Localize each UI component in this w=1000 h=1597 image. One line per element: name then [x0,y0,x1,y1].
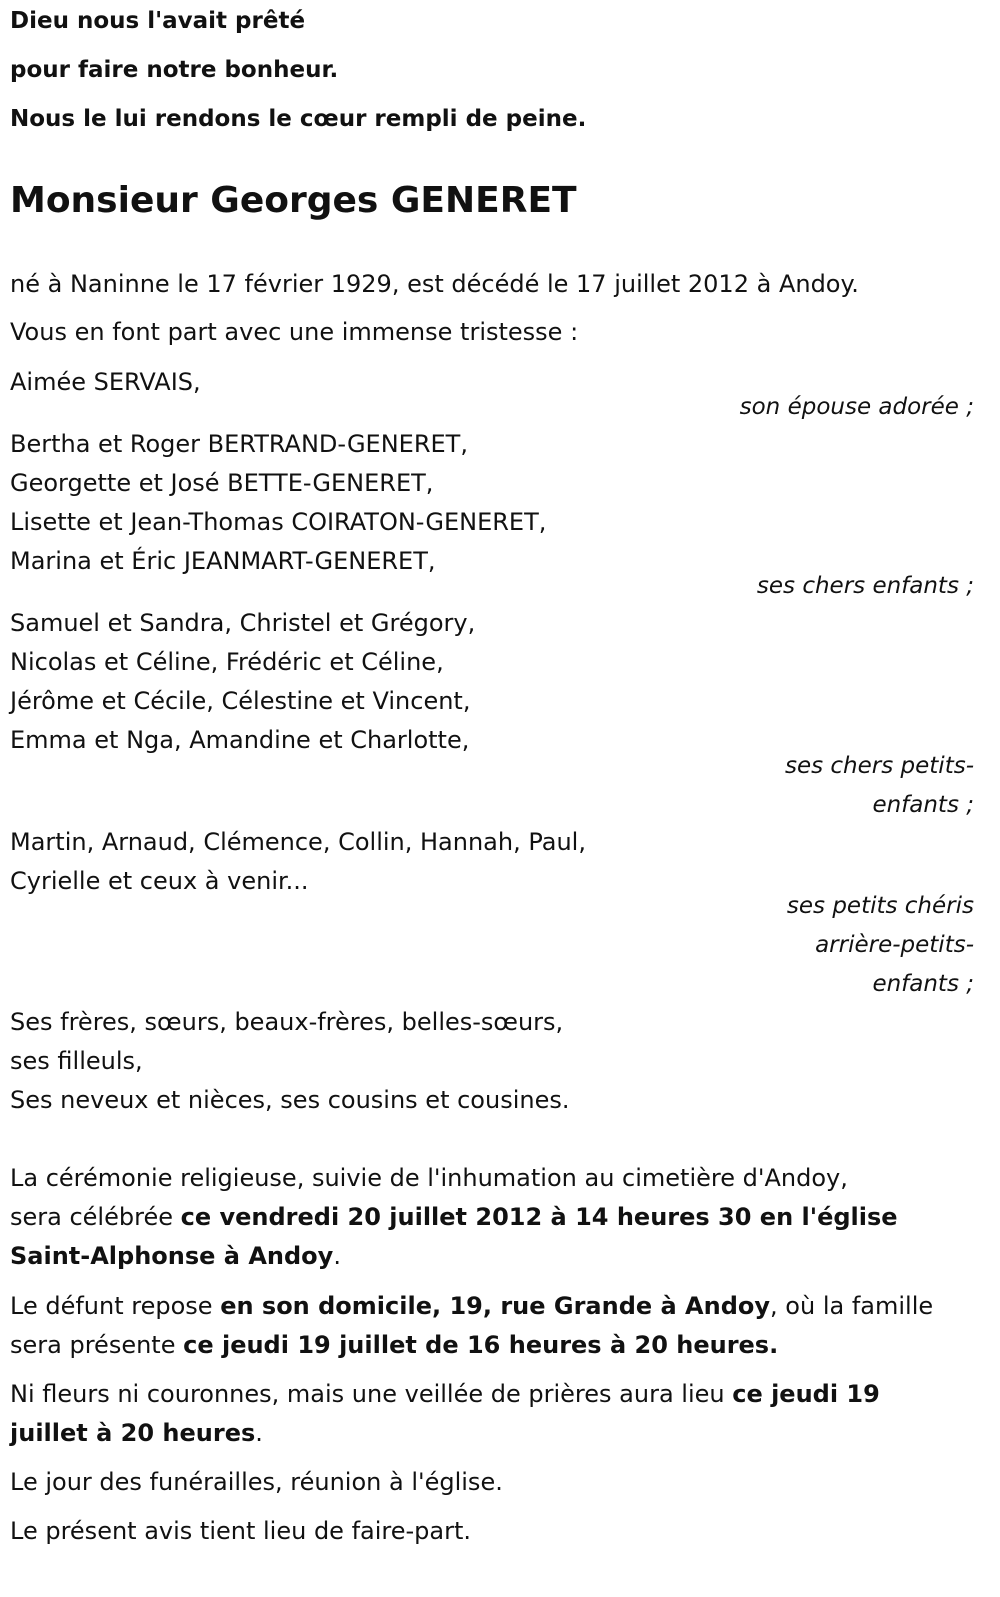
ceremony-line-3 [10,1242,341,1270]
repose-hours: ce jeudi 19 juillet de 16 heures à 20 heures. [183,1331,779,1359]
child-name: Marina et Éric JEANMART-GENERET, [10,547,436,575]
other-relatives-line: ses filleuls, [10,1047,143,1075]
spouse-role: son épouse adorée ; [739,394,974,420]
flowers-line-2 [10,1419,263,1447]
intro-line: Vous en font part avec une immense tristesse : [10,318,579,346]
flowers-line-1 [10,1380,880,1408]
ceremony-date-place: ce vendredi 20 juillet 2012 à 14 heures 30 en l'église [180,1203,898,1231]
great-grandchildren-role-line: ses petits chéris [786,893,974,919]
repose-line-1 [10,1292,933,1320]
repose-text: Le défunt repose [10,1292,221,1320]
great-grandchildren-role-line: enfants ; [872,971,974,997]
grandchildren-role-line: ses chers petits- [784,753,974,779]
vigil-date: ce jeudi 19 [732,1380,880,1408]
great-grandchildren-role-line: arrière-petits- [815,932,974,958]
children-role: ses chers enfants ; [756,573,974,599]
grandchild-name: Jérôme et Cécile, Célestine et Vincent, [10,687,471,715]
vigil-time: juillet à 20 heures [10,1419,256,1447]
grandchild-name: Nicolas et Céline, Frédéric et Céline, [10,648,444,676]
ceremony-line-1: La cérémonie religieuse, suivie de l'inhumation au cimetière d'Andoy, [10,1164,848,1192]
repose-line-2 [10,1331,778,1359]
grandchild-name: Emma et Nga, Amandine et Charlotte, [10,726,470,754]
verse-line-3: Nous le lui rendons le cœur rempli de peine. [10,106,587,132]
great-grandchild-name: Cyrielle et ceux à venir... [10,867,309,895]
closing-line: Le présent avis tient lieu de faire-part. [10,1517,472,1545]
repose-text: sera présente [10,1331,184,1359]
birth-death-line: né à Naninne le 17 février 1929, est décédé le 17 juillet 2012 à Andoy. [10,270,859,298]
ceremony-church: Saint-Alphonse à Andoy [10,1242,334,1270]
funeral-day-line: Le jour des funérailles, réunion à l'église. [10,1468,503,1496]
ceremony-text: sera célébrée [10,1203,181,1231]
child-name: Georgette et José BETTE-GENERET, [10,469,434,497]
other-relatives-line: Ses frères, sœurs, beaux-frères, belles-sœurs, [10,1008,564,1036]
verse-line-1: Dieu nous l'avait prêté [10,8,306,34]
verse-line-2: pour faire notre bonheur. [10,57,339,83]
great-grandchild-name: Martin, Arnaud, Clémence, Collin, Hannah, Paul, [10,828,586,856]
flowers-text: Ni fleurs ni couronnes, mais une veillée de prières aura lieu [10,1380,733,1408]
grandchildren-role-line: enfants ; [872,792,974,818]
child-name: Bertha et Roger BERTRAND-GENERET, [10,430,468,458]
spouse-name: Aimée SERVAIS, [10,368,201,396]
other-relatives-line: Ses neveux et nièces, ses cousins et cousines. [10,1086,570,1114]
repose-text: , où la famille [770,1292,934,1320]
grandchild-name: Samuel et Sandra, Christel et Grégory, [10,609,476,637]
deceased-name-title: Monsieur Georges GENERET [10,180,577,221]
flowers-text: . [255,1419,263,1447]
ceremony-line-2 [10,1203,898,1231]
child-name: Lisette et Jean-Thomas COIRATON-GENERET, [10,508,547,536]
repose-address: en son domicile, 19, rue Grande à Andoy [220,1292,771,1320]
ceremony-text: . [333,1242,341,1270]
